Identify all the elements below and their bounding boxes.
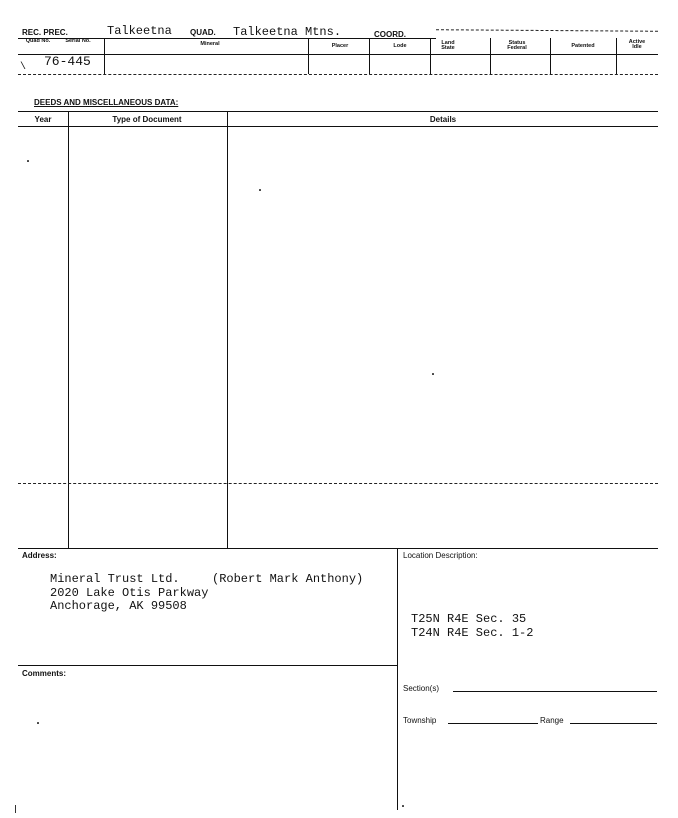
scan-speck [37,722,39,724]
col-active-idle: Active Idle [628,39,646,50]
deeds-header-rule [18,126,658,127]
address-line1-contact: (Robert Mark Anthony) [212,572,364,586]
quad-label: QUAD. [190,28,216,37]
bottom-vertical-divider [397,548,398,810]
address-line2: 2020 Lake Otis Parkway [50,586,209,600]
section-label: Section(s) [403,684,440,693]
scan-speck [402,805,404,807]
scan-speck [15,805,16,813]
col-quad-no: Quad No. [25,38,51,44]
bottom-section-rule [18,548,658,549]
comments-label: Comments: [22,669,67,678]
scan-speck [27,160,29,162]
address-line1-name: Mineral Trust Ltd. [50,572,180,586]
col-placer: Placer [331,43,349,49]
location-line2: T24N R4E Sec. 1-2 [411,626,534,640]
record-divider [430,38,431,74]
deeds-section-title: DEEDS AND MISCELLANEOUS DATA: [34,98,179,107]
township-line [448,723,538,724]
deeds-col-type: Type of Document [112,115,182,124]
record-divider [308,38,309,74]
location-line1: T25N R4E Sec. 35 [411,612,527,626]
scan-speck [432,373,434,375]
record-divider [490,38,491,74]
range-label: Range [540,716,564,725]
location-label: Location Description: [403,551,478,560]
record-divider [616,38,617,74]
record-mark: \ [20,62,27,73]
col-lode: Lode [393,43,407,49]
record-divider [369,38,370,74]
quad-serial-value: 76-445 [44,54,91,69]
address-bottom-rule [18,665,397,666]
deeds-col-details: Details [429,115,457,124]
range-line [570,723,657,724]
header-top-rule-dashed [436,29,658,32]
col-patented: Patented [571,43,595,49]
address-line3: Anchorage, AK 99508 [50,599,187,613]
quad-value: Talkeetna Mtns. [233,25,342,39]
col-mineral: Mineral [200,41,220,47]
col-serial-no: Serial No. [65,38,91,44]
deeds-top-rule [18,111,658,112]
deeds-col-year: Year [34,115,52,124]
record-divider [104,38,105,74]
township-label: Township [403,716,437,725]
scan-speck [259,189,261,191]
address-label: Address: [22,551,57,560]
columns-header-rule [18,54,658,55]
record-divider [550,38,551,74]
record-bottom-rule [18,74,658,75]
rec-prec-label: REC. PREC. [22,28,68,37]
col-status-federal: Status Federal [507,40,527,51]
coord-label: COORD. [374,30,406,39]
deeds-continuation-rule [18,483,658,484]
rec-prec-value: Talkeetna [107,24,172,38]
col-land-state: Land State [441,40,455,51]
section-line [453,691,657,692]
